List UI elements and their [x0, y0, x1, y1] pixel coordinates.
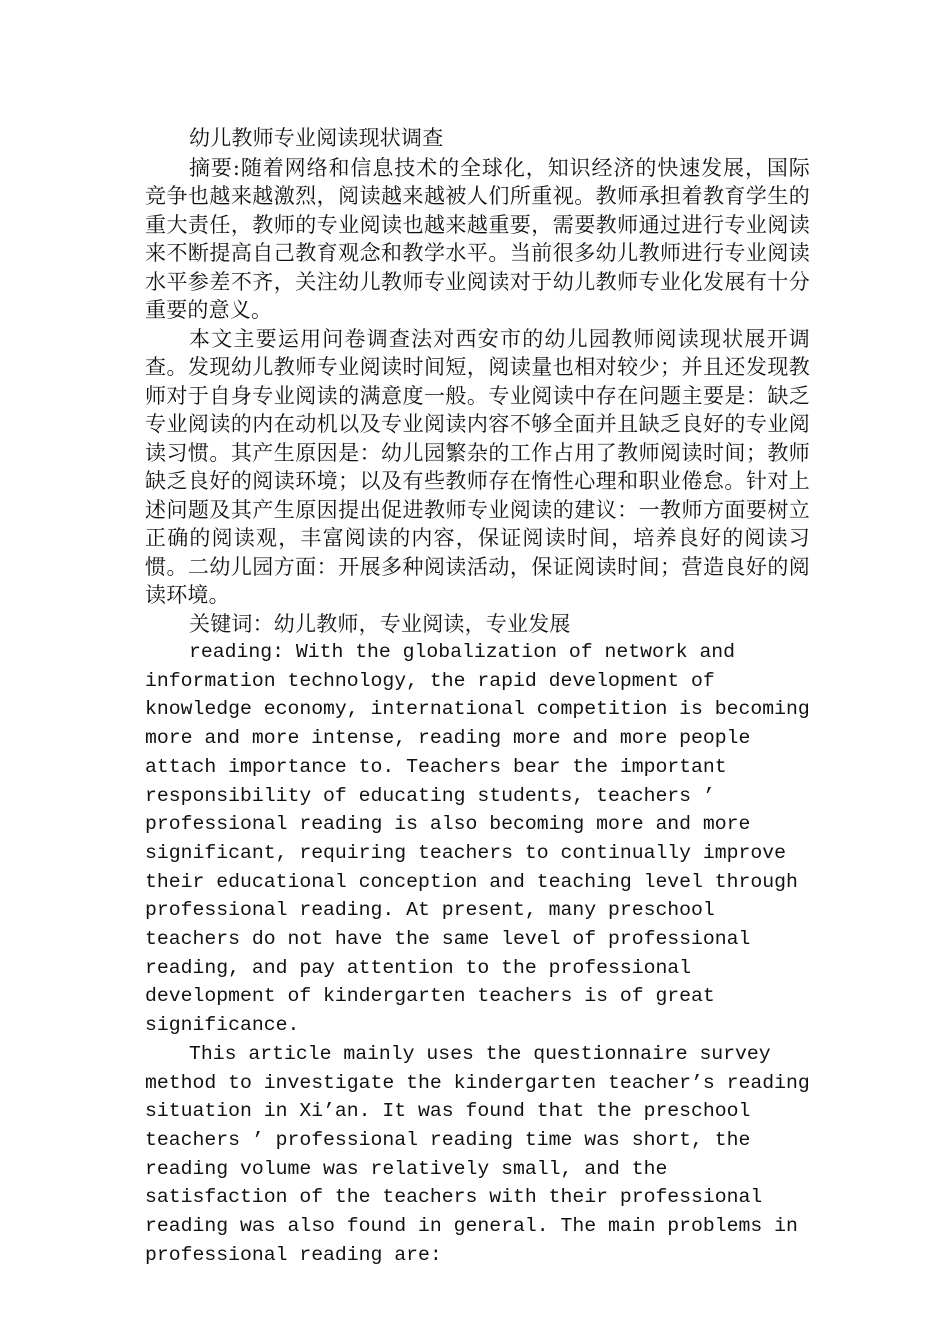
- abstract-zh-paragraph-1: 摘要:随着网络和信息技术的全球化，知识经济的快速发展，国际竞争也越来越激烈，阅读越来越被人们所重视。教师承担着教育学生的重大责任，教师的专业阅读也越来越重要，需要教师通过进行专业阅读来不断提高自己教育观念和教学水平。当前很多幼儿教师进行专业阅读水平参差不齐，关注幼儿教师专业阅读对于幼儿教师专业化发展有十分重要的意义。: [145, 155, 810, 322]
- abstract-zh-paragraph-2: 本文主要运用问卷调查法对西安市的幼儿园教师阅读现状展开调查。发现幼儿教师专业阅读时间短，阅读量也相对较少；并且还发现教师对于自身专业阅读的满意度一般。专业阅读中存在问题主要是：缺乏专业阅读的内在动机以及专业阅读内容不够全面并且缺乏良好的专业阅读习惯。其产生原因是：幼儿园繁杂的工作占用了教师阅读时间；教师缺乏良好的阅读环境；以及有些教师存在惰性心理和职业倦怠。针对上述问题及其产生原因提出促进教师专业阅读的建议：一教师方面要树立正确的阅读观，丰富阅读的内容，保证阅读时间，培养良好的阅读习惯。二幼儿园方面：开展多种阅读活动，保证阅读时间；营造良好的阅读环境。: [145, 326, 810, 607]
- document-body: [145, 124, 810, 1269]
- document-title: 幼儿教师专业阅读现状调查: [189, 126, 444, 150]
- keywords-zh: 关键词：幼儿教师，专业阅读，专业发展: [189, 611, 571, 636]
- abstract-en-paragraph-1: reading: With the globalization of network and information technology, the rapid development of knowledge economy, international competition is becoming more and more intense, reading more and more people attach importance to. Teachers bear the important responsibility of educating students, teachers ’ professional reading is also becoming more and more significant, requiring teachers to continually improve their educational conception and teaching level through professional reading. At present, many preschool teachers do not have the same level of professional reading, and pay attention to the professional development of kindergarten teachers is of great significance.: [145, 641, 810, 1037]
- abstract-en-paragraph-2: This article mainly uses the questionnaire survey method to investigate the kindergarten teacher’s reading situation in Xi’an. It was found that the preschool teachers ’ professional reading time was short, the reading volume was relatively small, and the satisfaction of the teachers with their professional reading was also found in general. The main problems in professional reading are:: [145, 1042, 810, 1266]
